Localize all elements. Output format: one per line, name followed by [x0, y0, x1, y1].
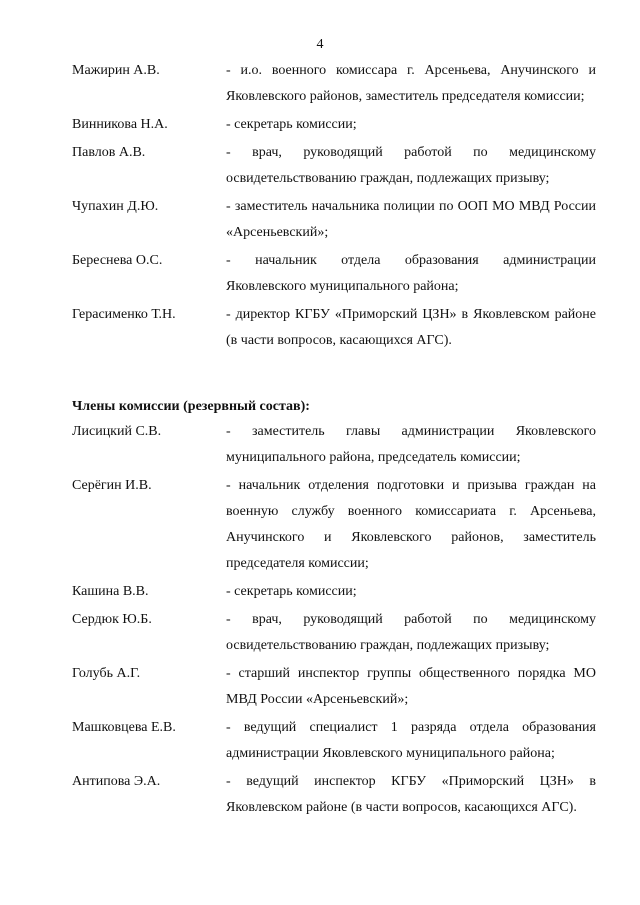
member-entry	[0, 473, 640, 577]
member-role: - директор КГБУ «Приморский ЦЗН» в Яковлевском районе (в части вопросов, касающихся АГС).	[226, 307, 596, 348]
page-number: 4	[316, 37, 324, 52]
member-role: - секретарь комиссии;	[226, 584, 357, 599]
member-name: Береснева О.С.	[72, 253, 163, 268]
member-name: Серёгин И.В.	[72, 478, 152, 493]
member-name: Павлов А.В.	[72, 145, 146, 160]
member-role: - старший инспектор группы общественного порядка МО МВД России «Арсеньевский»;	[226, 666, 596, 707]
member-role: - заместитель главы администрации Яковлевского муниципального района, председатель комиссии;	[226, 424, 596, 465]
member-name: Сердюк Ю.Б.	[72, 612, 152, 627]
member-entry	[0, 194, 640, 246]
member-role: - заместитель начальника полиции по ООП МО МВД России «Арсеньевский»;	[226, 199, 596, 240]
member-name: Винникова Н.А.	[72, 117, 168, 132]
member-name: Кашина В.В.	[72, 584, 149, 599]
main-members-list	[0, 58, 640, 354]
member-role: - врач, руководящий работой по медицинскому освидетельствованию граждан, подлежащих призыву;	[226, 145, 596, 186]
member-role: - ведущий специалист 1 разряда отдела образования администрации Яковлевского муниципального района;	[226, 720, 596, 761]
member-name: Машковцева Е.В.	[72, 720, 176, 735]
member-entry	[0, 112, 640, 138]
member-role: - секретарь комиссии;	[226, 117, 357, 132]
member-role: - начальник отделения подготовки и призыва граждан на военную службу военного комиссариата г. Арсеньева, Анучинского и Яковлевского районов, заместитель председателя комиссии;	[226, 478, 596, 571]
member-name: Лисицкий С.В.	[72, 424, 162, 439]
member-role: - и.о. военного комиссара г. Арсеньева, Анучинского и Яковлевского районов, заместитель председателя комиссии;	[226, 63, 596, 104]
member-role: - врач, руководящий работой по медицинскому освидетельствованию граждан, подлежащих призыву;	[226, 612, 596, 653]
member-entry	[0, 579, 640, 605]
member-name: Голубь А.Г.	[72, 666, 141, 681]
reserve-members-list	[0, 419, 640, 823]
member-name: Антипова Э.А.	[72, 774, 161, 789]
member-role: - ведущий инспектор КГБУ «Приморский ЦЗН» в Яковлевском районе (в части вопросов, касающихся АГС).	[226, 774, 596, 815]
member-entry	[0, 140, 640, 192]
main-members-section	[0, 58, 640, 356]
member-name: Герасименко Т.Н.	[72, 307, 176, 322]
member-entry	[0, 419, 640, 471]
member-entry	[0, 248, 640, 300]
section-heading: Члены комиссии (резервный состав):	[72, 399, 310, 414]
member-entry	[0, 769, 640, 821]
member-name: Чупахин Д.Ю.	[72, 199, 159, 214]
member-entry	[0, 715, 640, 767]
member-entry	[0, 607, 640, 659]
member-name: Мажирин А.В.	[72, 63, 160, 78]
member-entry	[0, 302, 640, 354]
member-entry	[0, 661, 640, 713]
member-entry	[0, 58, 640, 110]
member-role: - начальник отдела образования администрации Яковлевского муниципального района;	[226, 253, 596, 294]
